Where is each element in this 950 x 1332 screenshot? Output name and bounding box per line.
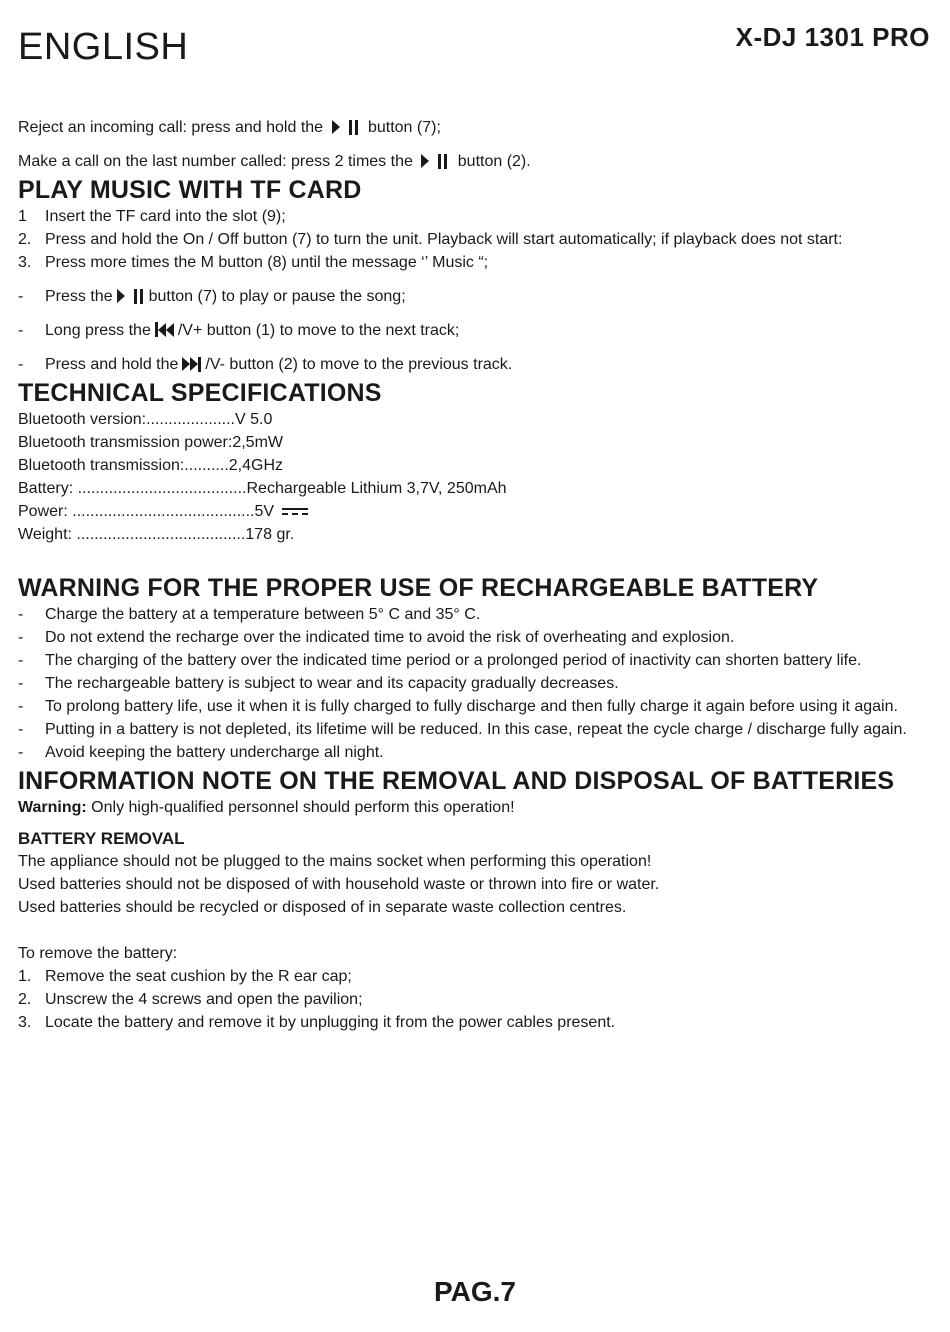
page-number: PAG.7 bbox=[434, 1276, 516, 1307]
list-item: - Press the button (7) to play or pause the song; bbox=[18, 288, 406, 305]
list-item: - Press and hold the /V- button (2) to move to the previous track. bbox=[18, 356, 513, 373]
play-tf-heading: PLAY MUSIC WITH TF CARD bbox=[18, 176, 362, 204]
spec-row: Power: .........................................5V bbox=[18, 500, 934, 523]
list-item: - Putting in a battery is not depleted, its lifetime will be reduced. In this case, repeat the cycle charge / discharge fully again. bbox=[18, 721, 907, 738]
list-item: - To prolong battery life, use it when it is fully charged to fully discharge and then fully charge it again before using it again. bbox=[18, 698, 898, 715]
list-item: 3. Locate the battery and remove it by unplugging it from the power cables present. bbox=[18, 1014, 616, 1031]
language-title: ENGLISH bbox=[18, 26, 189, 68]
disposal-line: Used batteries should not be disposed of with household waste or thrown into fire or water. bbox=[18, 876, 660, 893]
page-content bbox=[18, 116, 934, 1034]
list-item: 1. Remove the seat cushion by the R ear cap; bbox=[18, 968, 352, 985]
skip-previous-icon bbox=[155, 322, 174, 337]
battery-removal-heading: BATTERY REMOVAL bbox=[18, 829, 185, 848]
redial-line: Make a call on the last number called: press 2 times the button (2). bbox=[18, 153, 531, 170]
remove-intro: To remove the battery: bbox=[18, 945, 178, 962]
list-item: - Charge the battery at a temperature between 5° C and 35° C. bbox=[18, 606, 481, 623]
list-item: 2. Press and hold the On / Off button (7) to turn the unit. Playback will start automatically; if playback does not start: bbox=[18, 231, 843, 248]
tech-specs-heading: TECHNICAL SPECIFICATIONS bbox=[18, 379, 382, 407]
spec-row: Bluetooth transmission:..........2,4GHz bbox=[18, 457, 284, 474]
disposal-line: Used batteries should be recycled or disposed of in separate waste collection centres. bbox=[18, 899, 627, 916]
list-item: 3. Press more times the M button (8) until the message ‘’ Music “; bbox=[18, 254, 489, 271]
list-item: - Avoid keeping the battery undercharge all night. bbox=[18, 744, 384, 761]
disposal-heading: INFORMATION NOTE ON THE REMOVAL AND DISPOSAL OF BATTERIES bbox=[18, 767, 895, 795]
spec-row: Bluetooth version:....................V 5.0 bbox=[18, 411, 273, 428]
skip-next-icon bbox=[182, 357, 201, 372]
play-pause-icon bbox=[332, 120, 360, 135]
list-item: 2. Unscrew the 4 screws and open the pavilion; bbox=[18, 991, 363, 1008]
disposal-line: The appliance should not be plugged to the mains socket when performing this operation! bbox=[18, 853, 652, 870]
list-item: - The rechargeable battery is subject to wear and its capacity gradually decreases. bbox=[18, 675, 619, 692]
list-item: - Do not extend the recharge over the indicated time to avoid the risk of overheating and explosion. bbox=[18, 629, 735, 646]
spec-row: Battery: ......................................Rechargeable Lithium 3,7V, 250mAh bbox=[18, 480, 507, 497]
battery-warning-heading: WARNING FOR THE PROPER USE OF RECHARGEABLE BATTERY bbox=[18, 574, 819, 602]
list-item: - The charging of the battery over the indicated time period or a prolonged period of inactivity can shorten battery life. bbox=[18, 652, 862, 669]
reject-call-line: Reject an incoming call: press and hold the button (7); bbox=[18, 119, 441, 136]
dc-current-icon bbox=[282, 507, 308, 516]
list-item: 1 Insert the TF card into the slot (9); bbox=[18, 208, 286, 225]
disposal-warning: Warning: Only high-qualified personnel should perform this operation! bbox=[18, 799, 515, 816]
spec-row: Bluetooth transmission power:2,5mW bbox=[18, 434, 283, 451]
spec-row: Weight: ......................................178 gr. bbox=[18, 526, 295, 543]
play-pause-icon bbox=[117, 289, 145, 304]
list-item: - Long press the /V+ button (1) to move to the next track; bbox=[18, 322, 460, 339]
model-name: X-DJ 1301 PRO bbox=[735, 22, 930, 52]
play-pause-icon bbox=[421, 154, 449, 169]
